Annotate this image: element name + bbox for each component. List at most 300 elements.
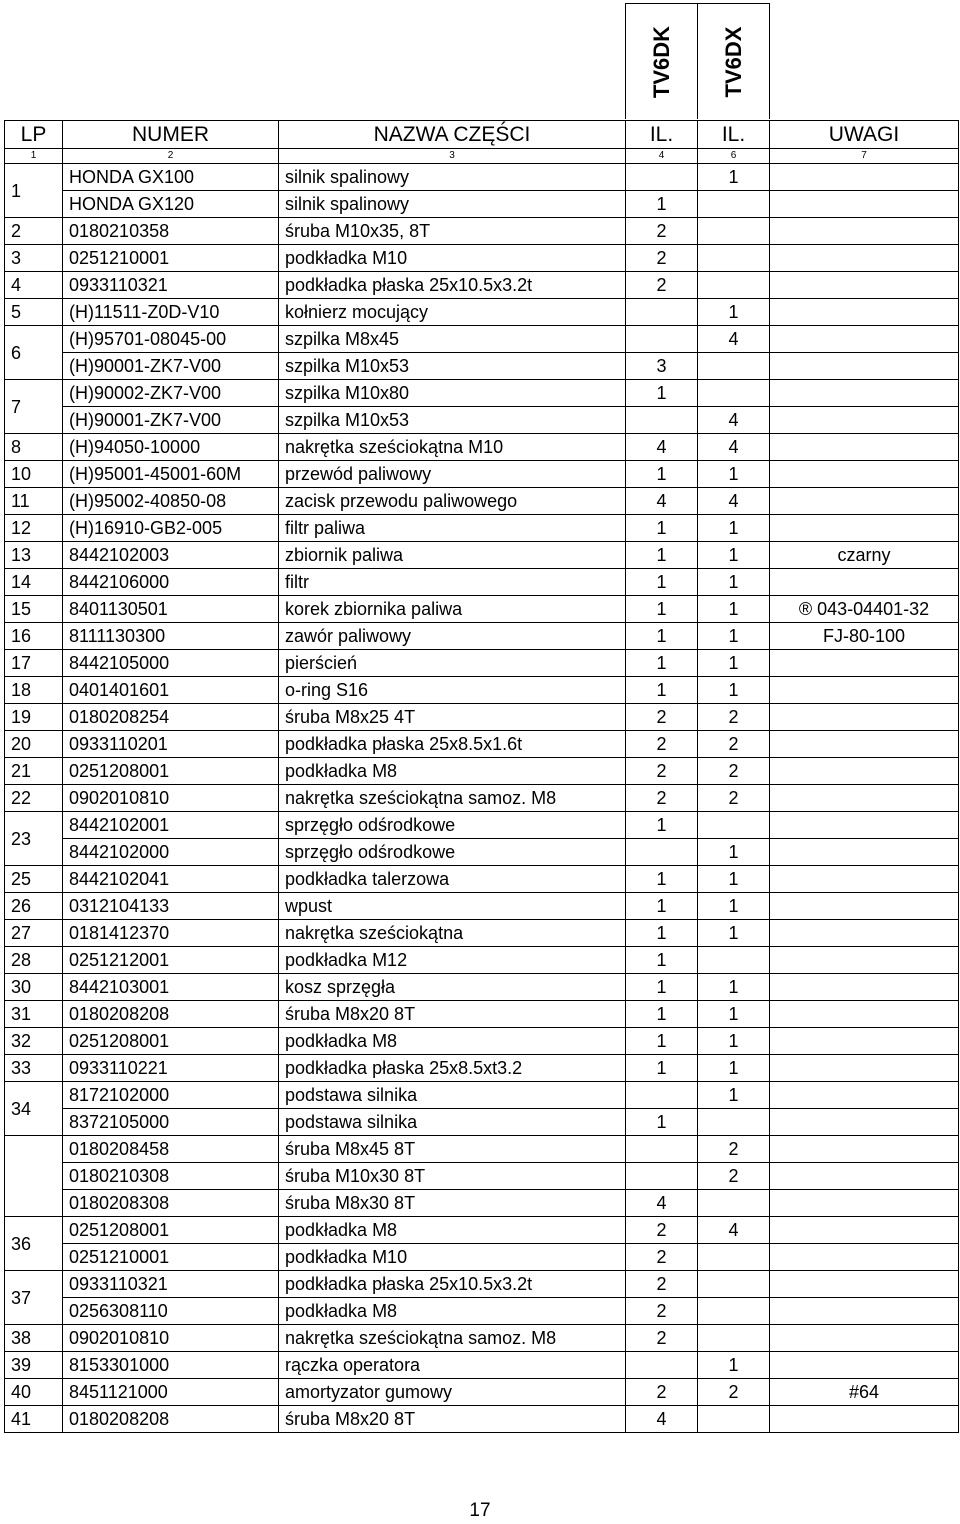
- row-note: [770, 1244, 959, 1271]
- table-row: [5, 1325, 959, 1352]
- row-part-name: przewód paliwowy: [279, 461, 626, 488]
- row-note: [770, 488, 959, 515]
- row-qty-2: [698, 947, 770, 974]
- row-note: [770, 731, 959, 758]
- header-nazwa: NAZWA CZĘŚCI: [279, 121, 626, 149]
- table-row: [5, 488, 959, 515]
- table-row: [5, 542, 959, 569]
- row-lp: 40: [5, 1379, 63, 1406]
- row-qty-1: 2: [626, 758, 698, 785]
- row-part-number: (H)90001-ZK7-V00: [63, 353, 279, 380]
- row-qty-2: [698, 812, 770, 839]
- row-part-name: kosz sprzęgła: [279, 974, 626, 1001]
- row-part-name: sprzęgło odśrodkowe: [279, 839, 626, 866]
- row-part-name: silnik spalinowy: [279, 191, 626, 218]
- row-qty-1: 1: [626, 677, 698, 704]
- row-qty-1: 2: [626, 1217, 698, 1244]
- row-note: [770, 1001, 959, 1028]
- table-row: [5, 164, 959, 191]
- row-note: [770, 785, 959, 812]
- table-row: [5, 1190, 959, 1217]
- row-part-number: HONDA GX120: [63, 191, 279, 218]
- row-part-number: 8442105000: [63, 650, 279, 677]
- row-note: [770, 758, 959, 785]
- row-part-number: 8451121000: [63, 1379, 279, 1406]
- row-part-name: podkładka płaska 25x8.5x1.6t: [279, 731, 626, 758]
- row-part-number: 8111130300: [63, 623, 279, 650]
- row-note: [770, 380, 959, 407]
- row-qty-2: 1: [698, 920, 770, 947]
- row-note: [770, 866, 959, 893]
- table-row: [5, 1352, 959, 1379]
- row-qty-1: [626, 299, 698, 326]
- row-lp: 41: [5, 1406, 63, 1433]
- row-qty-1: 2: [626, 272, 698, 299]
- row-qty-1: 2: [626, 731, 698, 758]
- table-row: [5, 1379, 959, 1406]
- row-note: [770, 434, 959, 461]
- row-qty-2: 1: [698, 650, 770, 677]
- row-qty-1: 4: [626, 434, 698, 461]
- row-note: [770, 245, 959, 272]
- row-qty-2: [698, 1298, 770, 1325]
- row-lp: 27: [5, 920, 63, 947]
- table-row: [5, 785, 959, 812]
- row-part-number: 0312104133: [63, 893, 279, 920]
- row-note: FJ-80-100: [770, 623, 959, 650]
- row-qty-2: 1: [698, 974, 770, 1001]
- row-part-number: 0251210001: [63, 245, 279, 272]
- row-qty-1: [626, 1352, 698, 1379]
- column-number: 7: [770, 149, 959, 164]
- row-qty-1: 1: [626, 1109, 698, 1136]
- table-row: [5, 245, 959, 272]
- row-lp: 1: [5, 164, 63, 218]
- row-part-name: pierścień: [279, 650, 626, 677]
- row-qty-2: 4: [698, 407, 770, 434]
- row-part-number: (H)95701-08045-00: [63, 326, 279, 353]
- row-lp: 7: [5, 380, 63, 434]
- row-qty-2: 2: [698, 758, 770, 785]
- row-qty-2: 1: [698, 596, 770, 623]
- model-label-1: TV6DK: [648, 25, 674, 98]
- row-part-number: 8401130501: [63, 596, 279, 623]
- table-row: [5, 596, 959, 623]
- row-part-number: 8442106000: [63, 569, 279, 596]
- row-part-number: (H)90002-ZK7-V00: [63, 380, 279, 407]
- row-qty-1: 1: [626, 596, 698, 623]
- row-part-number: 0251208001: [63, 1217, 279, 1244]
- column-number: 4: [626, 149, 698, 164]
- row-qty-1: [626, 1136, 698, 1163]
- row-part-name: śruba M8x20 8T: [279, 1406, 626, 1433]
- row-note: [770, 1136, 959, 1163]
- row-note: [770, 353, 959, 380]
- row-note: [770, 1028, 959, 1055]
- row-part-name: sprzęgło odśrodkowe: [279, 812, 626, 839]
- row-lp: 5: [5, 299, 63, 326]
- row-lp: 26: [5, 893, 63, 920]
- row-qty-2: [698, 1271, 770, 1298]
- table-row: [5, 299, 959, 326]
- row-part-number: 0251208001: [63, 1028, 279, 1055]
- row-part-name: podstawa silnika: [279, 1082, 626, 1109]
- row-qty-2: [698, 380, 770, 407]
- row-lp: 33: [5, 1055, 63, 1082]
- row-part-number: 0933110201: [63, 731, 279, 758]
- row-lp: 17: [5, 650, 63, 677]
- row-part-name: podkładka M10: [279, 245, 626, 272]
- row-part-name: podkładka M8: [279, 1028, 626, 1055]
- page-number: 17: [469, 1500, 491, 1521]
- row-part-number: (H)11511-Z0D-V10: [63, 299, 279, 326]
- row-part-number: 8372105000: [63, 1109, 279, 1136]
- table-row: [5, 704, 959, 731]
- row-qty-2: [698, 272, 770, 299]
- row-lp: 32: [5, 1028, 63, 1055]
- table-row: [5, 461, 959, 488]
- row-part-name: zawór paliwowy: [279, 623, 626, 650]
- row-part-number: 0180208208: [63, 1001, 279, 1028]
- row-qty-2: 1: [698, 623, 770, 650]
- row-note: [770, 1217, 959, 1244]
- row-qty-1: 1: [626, 623, 698, 650]
- row-part-number: 0933110221: [63, 1055, 279, 1082]
- row-part-name: podkładka M8: [279, 758, 626, 785]
- row-qty-1: 1: [626, 1028, 698, 1055]
- row-part-name: śruba M8x45 8T: [279, 1136, 626, 1163]
- row-lp: 28: [5, 947, 63, 974]
- header-uwagi: UWAGI: [770, 121, 959, 149]
- row-qty-2: 1: [698, 1055, 770, 1082]
- row-part-name: nakrętka sześciokątna M10: [279, 434, 626, 461]
- row-lp: 34: [5, 1082, 63, 1136]
- table-row: [5, 758, 959, 785]
- row-part-name: podstawa silnika: [279, 1109, 626, 1136]
- row-qty-1: [626, 407, 698, 434]
- row-part-number: 0401401601: [63, 677, 279, 704]
- row-part-number: 0256308110: [63, 1298, 279, 1325]
- row-part-number: 8442102000: [63, 839, 279, 866]
- row-part-number: 0180208308: [63, 1190, 279, 1217]
- table-row: [5, 1406, 959, 1433]
- row-lp: 19: [5, 704, 63, 731]
- row-lp: 14: [5, 569, 63, 596]
- row-part-name: podkładka płaska 25x10.5x3.2t: [279, 1271, 626, 1298]
- header-il-2: IL.: [698, 121, 770, 149]
- row-qty-2: 4: [698, 1217, 770, 1244]
- row-part-number: 0180208254: [63, 704, 279, 731]
- parts-table: [4, 120, 959, 1433]
- row-part-name: śruba M8x30 8T: [279, 1190, 626, 1217]
- table-row: [5, 623, 959, 650]
- row-part-number: 0251212001: [63, 947, 279, 974]
- row-lp: [5, 1136, 63, 1217]
- row-note: [770, 920, 959, 947]
- row-lp: 25: [5, 866, 63, 893]
- row-qty-2: 1: [698, 515, 770, 542]
- row-lp: 16: [5, 623, 63, 650]
- row-part-name: podkładka M12: [279, 947, 626, 974]
- table-row: [5, 920, 959, 947]
- table-row: [5, 974, 959, 1001]
- table-row: [5, 1082, 959, 1109]
- row-qty-1: 1: [626, 569, 698, 596]
- row-lp: 18: [5, 677, 63, 704]
- row-lp: 6: [5, 326, 63, 380]
- table-row: [5, 1028, 959, 1055]
- row-qty-1: 2: [626, 1379, 698, 1406]
- row-note: [770, 947, 959, 974]
- row-qty-2: 1: [698, 866, 770, 893]
- row-qty-2: 1: [698, 569, 770, 596]
- row-note: [770, 677, 959, 704]
- row-note: [770, 461, 959, 488]
- row-qty-1: 4: [626, 488, 698, 515]
- row-qty-1: 1: [626, 920, 698, 947]
- row-note: czarny: [770, 542, 959, 569]
- row-qty-2: 2: [698, 731, 770, 758]
- column-number-row: [5, 149, 959, 164]
- row-qty-1: 4: [626, 1190, 698, 1217]
- row-note: [770, 1406, 959, 1433]
- row-part-number: (H)95002-40850-08: [63, 488, 279, 515]
- row-note: [770, 1190, 959, 1217]
- table-row: [5, 893, 959, 920]
- table-row: [5, 812, 959, 839]
- row-qty-1: 2: [626, 218, 698, 245]
- row-qty-2: 1: [698, 164, 770, 191]
- row-qty-1: 2: [626, 1244, 698, 1271]
- row-qty-2: [698, 218, 770, 245]
- column-number: 3: [279, 149, 626, 164]
- row-part-name: szpilka M10x53: [279, 353, 626, 380]
- row-qty-2: 1: [698, 1082, 770, 1109]
- row-qty-1: 1: [626, 893, 698, 920]
- table-header-row: [5, 121, 959, 149]
- row-qty-2: 2: [698, 704, 770, 731]
- row-qty-1: 3: [626, 353, 698, 380]
- row-note: [770, 1352, 959, 1379]
- table-row: [5, 1001, 959, 1028]
- row-part-name: szpilka M10x53: [279, 407, 626, 434]
- row-qty-2: [698, 1325, 770, 1352]
- row-qty-1: 2: [626, 1298, 698, 1325]
- row-qty-2: [698, 1406, 770, 1433]
- row-lp: 2: [5, 218, 63, 245]
- table-row: [5, 569, 959, 596]
- row-qty-1: 2: [626, 1325, 698, 1352]
- row-part-number: 0902010810: [63, 785, 279, 812]
- row-note: [770, 1109, 959, 1136]
- row-part-name: śruba M8x25 4T: [279, 704, 626, 731]
- row-part-name: podkładka M8: [279, 1217, 626, 1244]
- row-part-name: filtr: [279, 569, 626, 596]
- row-part-number: 0902010810: [63, 1325, 279, 1352]
- table-row: [5, 839, 959, 866]
- row-qty-1: 2: [626, 245, 698, 272]
- row-part-name: nakrętka sześciokątna samoz. M8: [279, 1325, 626, 1352]
- row-lp: 30: [5, 974, 63, 1001]
- row-part-name: kołnierz mocujący: [279, 299, 626, 326]
- row-note: [770, 974, 959, 1001]
- column-number: 1: [5, 149, 63, 164]
- row-part-number: (H)90001-ZK7-V00: [63, 407, 279, 434]
- row-note: #64: [770, 1379, 959, 1406]
- table-row: [5, 1163, 959, 1190]
- row-part-name: korek zbiornika paliwa: [279, 596, 626, 623]
- table-row: [5, 218, 959, 245]
- row-qty-2: 4: [698, 488, 770, 515]
- row-qty-1: [626, 326, 698, 353]
- row-part-name: nakrętka sześciokątna: [279, 920, 626, 947]
- row-part-name: o-ring S16: [279, 677, 626, 704]
- column-number: 6: [698, 149, 770, 164]
- model-label-2: TV6DX: [720, 26, 746, 97]
- row-note: [770, 704, 959, 731]
- row-qty-2: 1: [698, 299, 770, 326]
- table-row: [5, 1271, 959, 1298]
- model-header-tv6dk: [625, 3, 698, 119]
- table-row: [5, 650, 959, 677]
- row-part-name: filtr paliwa: [279, 515, 626, 542]
- row-qty-1: [626, 164, 698, 191]
- row-qty-1: 1: [626, 461, 698, 488]
- row-part-number: 0180210308: [63, 1163, 279, 1190]
- row-qty-2: 4: [698, 326, 770, 353]
- row-qty-2: 2: [698, 1136, 770, 1163]
- table-row: [5, 191, 959, 218]
- row-qty-1: 2: [626, 785, 698, 812]
- row-part-number: (H)94050-10000: [63, 434, 279, 461]
- row-qty-2: 4: [698, 434, 770, 461]
- row-part-number: (H)95001-45001-60M: [63, 461, 279, 488]
- row-part-name: podkładka M8: [279, 1298, 626, 1325]
- row-part-number: (H)16910-GB2-005: [63, 515, 279, 542]
- row-part-name: szpilka M10x80: [279, 380, 626, 407]
- row-lp: 8: [5, 434, 63, 461]
- row-qty-1: 1: [626, 1001, 698, 1028]
- row-qty-2: [698, 191, 770, 218]
- column-number: 2: [63, 149, 279, 164]
- table-row: [5, 1136, 959, 1163]
- row-note: [770, 407, 959, 434]
- row-qty-2: 1: [698, 1001, 770, 1028]
- row-note: [770, 272, 959, 299]
- row-part-name: podkładka M10: [279, 1244, 626, 1271]
- row-qty-1: 1: [626, 1055, 698, 1082]
- header-il-1: IL.: [626, 121, 698, 149]
- row-part-name: zbiornik paliwa: [279, 542, 626, 569]
- row-qty-2: 1: [698, 677, 770, 704]
- row-qty-1: [626, 839, 698, 866]
- row-part-name: silnik spalinowy: [279, 164, 626, 191]
- row-qty-1: 1: [626, 542, 698, 569]
- row-qty-1: 1: [626, 515, 698, 542]
- table-row: [5, 1217, 959, 1244]
- row-note: ® 043-04401-32: [770, 596, 959, 623]
- row-lp: 12: [5, 515, 63, 542]
- header-numer: NUMER: [63, 121, 279, 149]
- row-qty-1: 1: [626, 380, 698, 407]
- row-lp: 21: [5, 758, 63, 785]
- row-qty-1: 2: [626, 1271, 698, 1298]
- table-row: [5, 272, 959, 299]
- table-row: [5, 1244, 959, 1271]
- row-qty-2: 2: [698, 1379, 770, 1406]
- row-qty-2: 2: [698, 785, 770, 812]
- row-part-name: zacisk przewodu paliwowego: [279, 488, 626, 515]
- table-row: [5, 947, 959, 974]
- row-qty-2: 1: [698, 893, 770, 920]
- row-note: [770, 893, 959, 920]
- table-row: [5, 677, 959, 704]
- row-note: [770, 326, 959, 353]
- row-qty-2: [698, 1244, 770, 1271]
- table-row: [5, 407, 959, 434]
- row-note: [770, 1082, 959, 1109]
- table-row: [5, 1109, 959, 1136]
- row-lp: 15: [5, 596, 63, 623]
- row-note: [770, 1271, 959, 1298]
- row-part-number: 8172102000: [63, 1082, 279, 1109]
- row-qty-2: 1: [698, 839, 770, 866]
- row-note: [770, 1163, 959, 1190]
- row-note: [770, 812, 959, 839]
- row-part-number: 0180210358: [63, 218, 279, 245]
- row-part-name: śruba M10x35, 8T: [279, 218, 626, 245]
- row-lp: 20: [5, 731, 63, 758]
- row-lp: 31: [5, 1001, 63, 1028]
- row-note: [770, 218, 959, 245]
- row-lp: 10: [5, 461, 63, 488]
- row-lp: 4: [5, 272, 63, 299]
- table-row: [5, 1055, 959, 1082]
- header-lp: LP: [5, 121, 63, 149]
- row-note: [770, 1325, 959, 1352]
- row-qty-1: 1: [626, 650, 698, 677]
- row-qty-1: 2: [626, 704, 698, 731]
- model-header-tv6dx: [697, 3, 770, 119]
- row-note: [770, 191, 959, 218]
- row-qty-2: [698, 1190, 770, 1217]
- row-part-number: 0933110321: [63, 1271, 279, 1298]
- row-qty-2: 1: [698, 1352, 770, 1379]
- row-note: [770, 164, 959, 191]
- row-part-name: amortyzator gumowy: [279, 1379, 626, 1406]
- row-lp: 13: [5, 542, 63, 569]
- table-row: [5, 434, 959, 461]
- row-part-name: nakrętka sześciokątna samoz. M8: [279, 785, 626, 812]
- row-part-name: podkładka talerzowa: [279, 866, 626, 893]
- row-part-number: 0251210001: [63, 1244, 279, 1271]
- table-row: [5, 380, 959, 407]
- row-qty-1: 4: [626, 1406, 698, 1433]
- row-qty-1: 1: [626, 974, 698, 1001]
- row-part-number: 0180208458: [63, 1136, 279, 1163]
- row-part-number: 8442102041: [63, 866, 279, 893]
- table-row: [5, 326, 959, 353]
- row-note: [770, 299, 959, 326]
- table-row: [5, 866, 959, 893]
- row-qty-2: 1: [698, 542, 770, 569]
- row-lp: 23: [5, 812, 63, 866]
- row-part-number: 0180208208: [63, 1406, 279, 1433]
- table-row: [5, 353, 959, 380]
- row-part-number: 0251208001: [63, 758, 279, 785]
- row-qty-2: [698, 353, 770, 380]
- row-part-number: 8442102003: [63, 542, 279, 569]
